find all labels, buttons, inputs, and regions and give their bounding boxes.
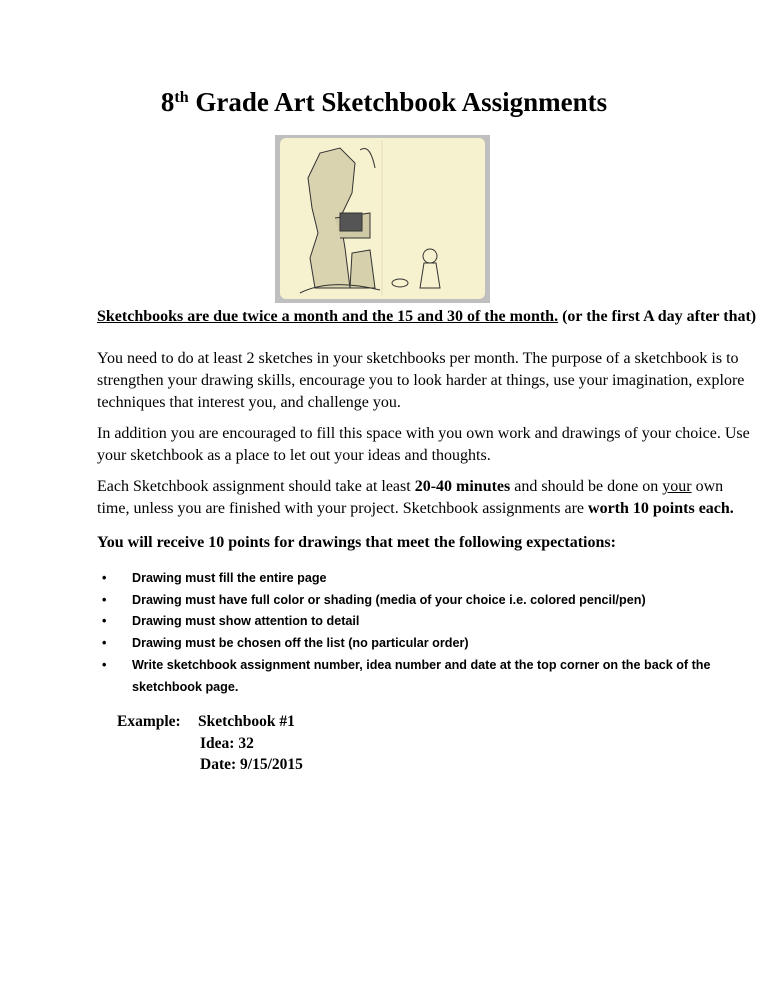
page-title <box>0 86 768 118</box>
list-item <box>102 611 722 633</box>
paragraph-encouragement: In addition you are encouraged to fill this space with you own work and drawings of your choice. Use your sketchbook as a place to let out your ideas and thoughts. <box>97 425 750 464</box>
list-item <box>102 568 722 590</box>
emphasis-your: your <box>662 478 692 495</box>
title-number: 8 <box>160 87 175 117</box>
due-date-underlined: Sketchbooks are due twice a month and the 15 and 30 of the month. <box>97 308 559 325</box>
example-idea: Idea: 32 <box>200 734 254 752</box>
expectations-heading: You will receive 10 points for drawings that meet the following expectations: <box>97 534 616 551</box>
title-text: Grade Art Sketchbook Assignments <box>188 87 608 117</box>
expectations-list <box>102 568 722 698</box>
title-superscript: th <box>174 89 189 106</box>
example-sketchbook: Sketchbook #1 <box>198 713 295 731</box>
bullet-icon: • <box>102 592 107 607</box>
bullet-icon: • <box>102 571 107 585</box>
text: Each Sketchbook assignment should take at least <box>97 478 415 495</box>
list-item-text: Drawing must be chosen off the list (no particular order) <box>132 636 469 651</box>
example-lines <box>198 711 303 776</box>
bullet-icon: • <box>102 657 107 672</box>
bullet-icon: • <box>102 614 107 629</box>
paragraph-purpose: You need to do at least 2 sketches in your sketchbooks per month. The purpose of a sketchbook is to strengthen your drawing skills, encourage you to look harder at things, use your imagination, explore techniques that interest you, and challenge you. <box>97 350 745 411</box>
list-item-text: Drawing must have full color or shading (media of your choice i.e. colored pencil/pen) <box>132 592 646 607</box>
text: and should be done on <box>510 478 663 495</box>
list-item <box>102 655 722 698</box>
sketchbook-page <box>280 138 485 299</box>
bullet-icon: • <box>102 636 107 651</box>
list-item-text: Write sketchbook assignment number, idea number and date at the top corner on the back of the sketchbook page. <box>132 657 711 694</box>
example-block <box>117 711 757 776</box>
sketchbook-illustration <box>275 135 490 303</box>
paragraph-time <box>97 476 757 520</box>
document-body <box>97 306 757 776</box>
example-label: Example: <box>117 713 181 731</box>
due-date-notice <box>97 306 757 328</box>
text: own time, unless you are finished with your project. Sketchbook assignments are <box>97 478 724 517</box>
example-date: Date: 9/15/2015 <box>200 756 303 774</box>
list-item <box>102 633 722 655</box>
due-date-note: (or the first A day after that) <box>558 308 757 325</box>
list-item-text: Drawing must show attention to detail <box>132 614 360 629</box>
list-item <box>102 590 722 612</box>
points-worth: worth 10 points each. <box>588 500 734 517</box>
time-range: 20-40 minutes <box>414 478 511 495</box>
tower-drawing-icon <box>280 138 485 299</box>
list-item-text: Drawing must fill the entire page <box>132 571 327 585</box>
